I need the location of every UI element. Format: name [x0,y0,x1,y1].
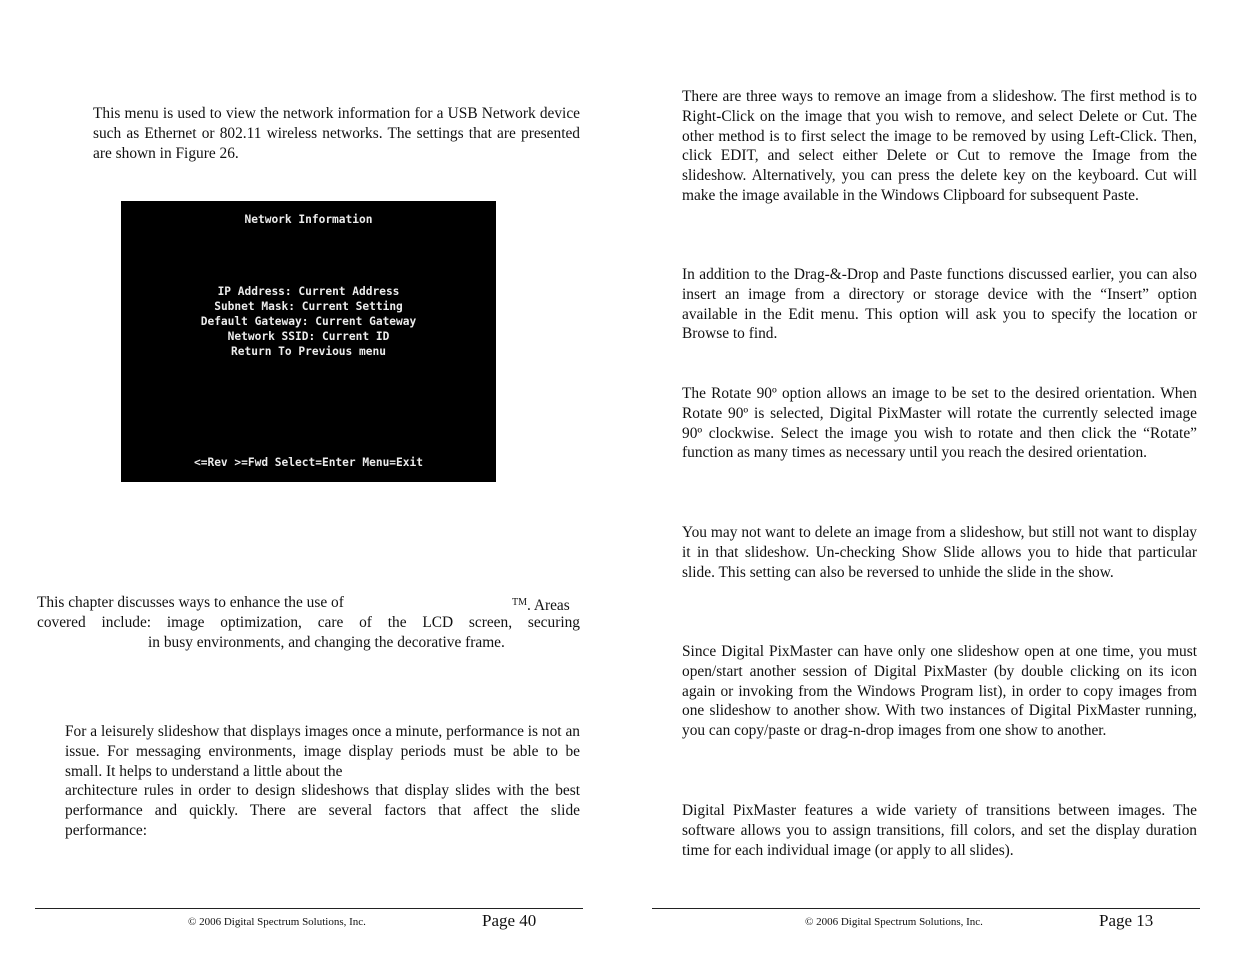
right-page-number: Page 13 [1099,911,1154,930]
performance-paragraph-part1: For a leisurely slideshow that displays images once a minute, performance is not an issue. For messaging environments, image display periods must be able to be small. It helps to understand a little about the [65,723,580,780]
right-page [617,0,1235,954]
screen-line-return: Return To Previous menu [231,345,386,358]
screen-navigation-hint: <=Rev >=Fwd Select=Enter Menu=Exit [193,456,423,469]
chapter-intro-line1-start: This chapter discusses ways to enhance the use of [37,594,344,611]
screen-line-ip-address: IP Address: Current Address [217,285,400,298]
left-page [0,0,617,954]
left-footer-rule [35,908,583,909]
right-footer-copyright: © 2006 Digital Spectrum Solutions, Inc. [805,916,983,928]
chapter-intro-line2: covered include: image optimization, care of the LCD screen, securing [37,614,580,631]
trademark-symbol: TM [512,597,527,608]
network-information-screen [121,201,496,482]
rotate-image-paragraph: The Rotate 90º option allows an image to be set to the desired orientation. When Rotate 90º is selected, Digital PixMaster will rotate the currently selected image 90º clockwise. Select the image you wish to rotate and then click the “Rotate” function as many times as necessary until you reach the desired orientation. [682,385,1197,462]
insert-image-paragraph: In addition to the Drag-&-Drop and Paste functions discussed earlier, you can also insert an image from a directory or storage device with the “Insert” option available in the Edit menu. This option will ask you to specify the location or Browse to find. [682,266,1197,343]
screen-line-subnet-mask: Subnet Mask: Current Setting [214,300,403,313]
copy-between-shows-paragraph: Since Digital PixMaster can have only one slideshow open at one time, you must open/start another session of Digital PixMaster (by double clicking on its icon again or invoking from the Windows Program list), in order to copy images from one slideshow to another show. With two instances of Digital PixMaster running, you can copy/paste or drag-n-drop images from one show to another. [682,643,1197,740]
performance-paragraph-part2: architecture rules in order to design slideshows that display slides with the best performance and quickly. There are several factors that affect the slide performance: [65,782,580,839]
show-slide-paragraph: You may not want to delete an image from a slideshow, but still not want to display it in that slideshow. Un-checking Show Slide allows you to hide that particular slide. This setting can also be reversed to unhide the slide in the show. [682,524,1197,581]
screen-line-default-gateway: Default Gateway: Current Gateway [200,315,417,328]
remove-image-paragraph: There are three ways to remove an image from a slideshow. The first method is to Right-Click on the image that you wish to remove, and select Delete or Cut. The other method is to first select the image to be removed by using Left-Click. Then, click EDIT, and select either Delete or Cut to remove the Image from the slideshow. Alternatively, you can press the delete key on the keyboard. Cut will make the image available in the Windows Clipboard for subsequent Paste. [682,88,1197,204]
left-footer-copyright: © 2006 Digital Spectrum Solutions, Inc. [188,916,366,928]
right-footer-rule [652,908,1200,909]
screen-line-network-ssid: Network SSID: Current ID [227,330,390,343]
left-page-number: Page 40 [482,911,537,930]
transitions-paragraph: Digital PixMaster features a wide variety of transitions between images. The software allows you to assign transitions, fill colors, and set the display duration time for each individual image (or apply to all slides). [682,802,1197,859]
screen-title: Network Information [244,213,373,226]
screen-menu-lines [121,284,496,359]
chapter-intro-line3: in busy environments, and changing the decorative frame. [148,634,505,651]
network-menu-intro: This menu is used to view the network information for a USB Network device such as Ethernet or 802.11 wireless networks. The settings that are presented are shown in Figure 26. [93,105,580,162]
chapter-intro-areas: . Areas [527,597,570,614]
